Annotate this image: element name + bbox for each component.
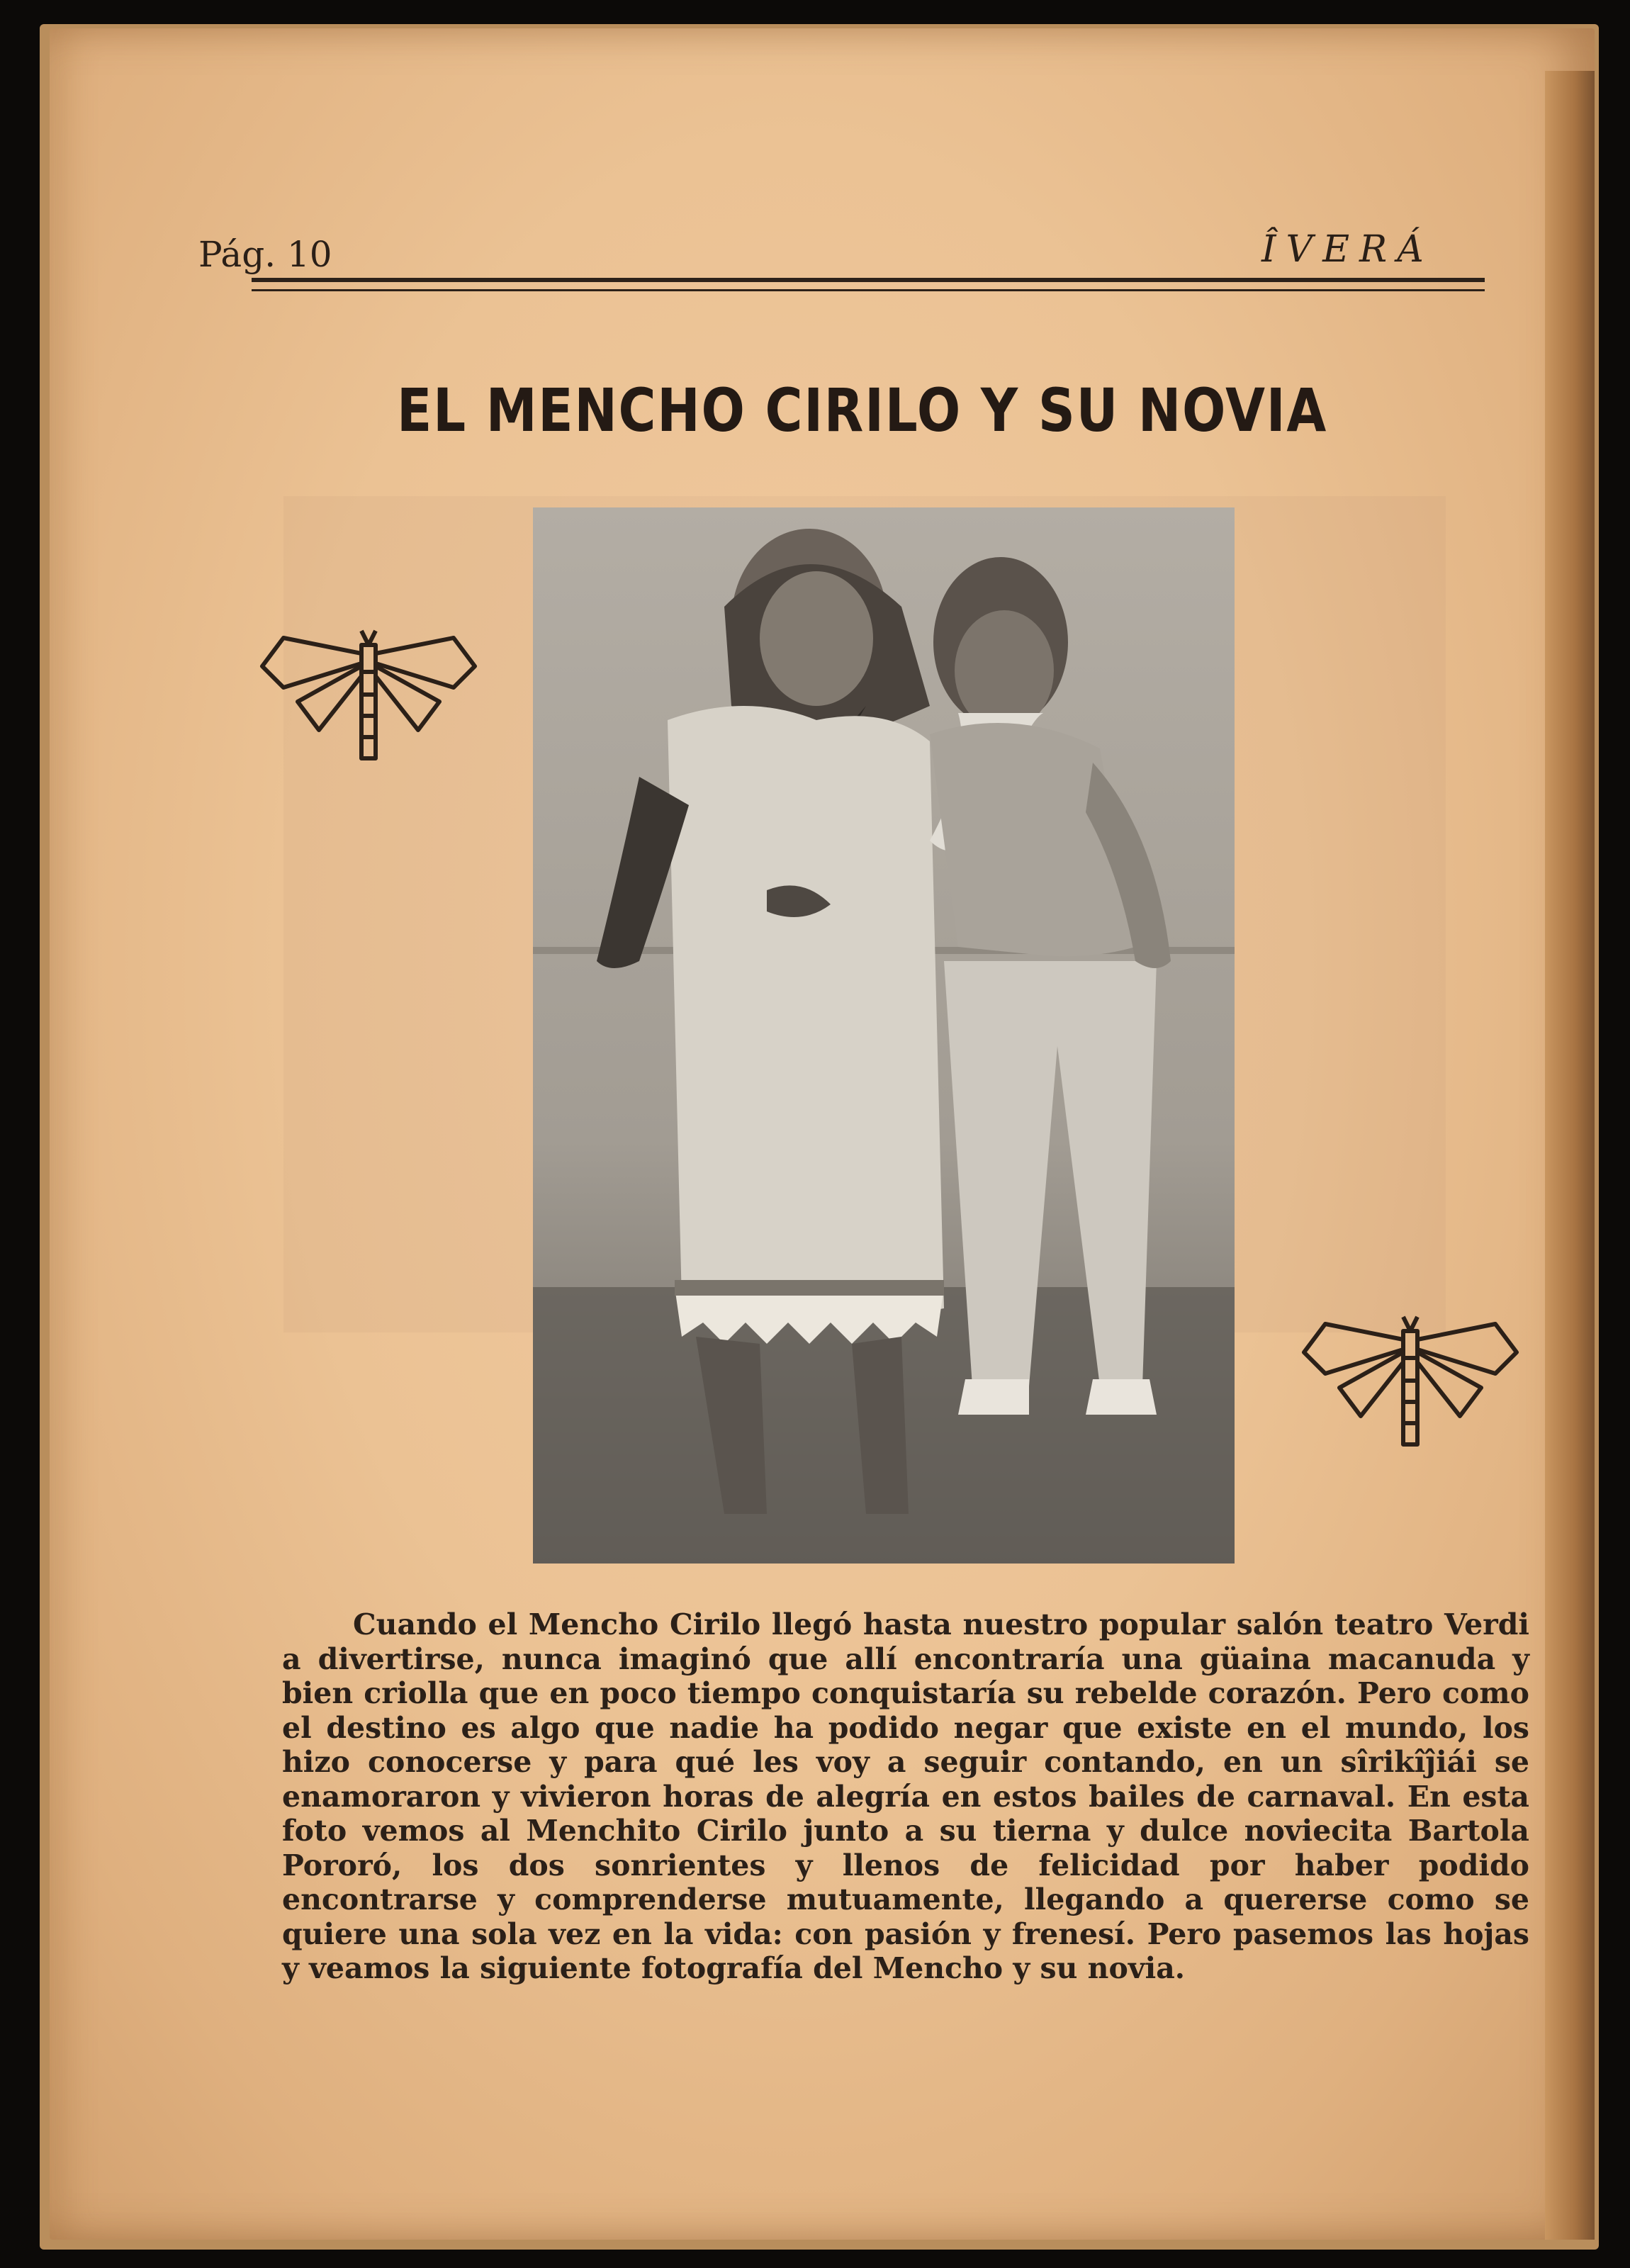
article-title: EL MENCHO CIRILO Y SU NOVIA	[397, 376, 1328, 445]
article-body	[282, 1607, 1529, 1986]
header-rule-thin	[252, 289, 1485, 291]
article-paragraph: Cuando el Mencho Cirilo llegó hasta nuestro popular salón teatro Verdi a divertirse, nunca imaginó que allí encontraría una güaina macanuda y bien criolla que en poco tiempo conquistaría su rebelde corazón. Pero como el destino es algo que nadie ha podido negar que existe en el mundo, los hizo conocerse y para qué les voy a seguir contando, en un sîrikîĵiái se enamoraron y vivieron horas de alegría en estos bailes de carnaval. En esta foto vemos al Menchito Cirilo junto a su tierna y dulce noviecita Bartola Pororó, los dos sonrientes y llenos de felicidad por haber podido encontrarse y comprenderse mutuamente, llegando a quererse como se quiere una sola vez en la vida: con pasión y frenesí. Pero pasemos las hojas y veamos la siguiente fotografía del Mencho y su novia.	[282, 1607, 1529, 1985]
magazine-name: ÎVERÁ	[1261, 228, 1434, 271]
dragonfly-icon	[255, 617, 482, 765]
header-rule-thick	[252, 278, 1485, 282]
dragonfly-icon	[1297, 1303, 1524, 1452]
page-gutter	[1545, 71, 1595, 2240]
page-number: Pág. 10	[198, 234, 332, 275]
photo-illustration	[533, 507, 1235, 1564]
article-photo	[533, 507, 1235, 1564]
